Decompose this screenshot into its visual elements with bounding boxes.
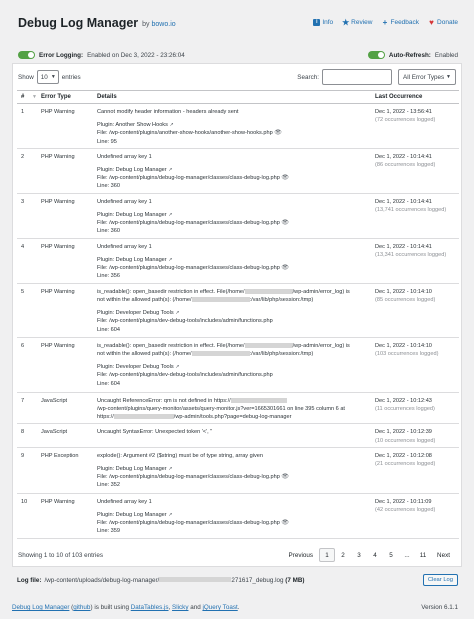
table-row <box>17 392 459 424</box>
redacted-text <box>159 577 231 582</box>
eye-icon[interactable]: 👁 <box>281 220 290 227</box>
pagination-page-2[interactable]: 2 <box>341 551 345 559</box>
pagination-page-5[interactable]: 5 <box>389 551 393 559</box>
file-path: File: /wp-content/plugins/debug-log-manager/classes/class-debug-log.php <box>97 220 280 227</box>
column-label: # <box>21 94 25 100</box>
message-part: /wp-content/plugins/query-monitor/assets/query-monitor.js?ver=1665301661 on line 395 column 6 at <box>97 406 345 413</box>
message-part: :/var/lib/php/session:/tmp) <box>249 297 314 304</box>
row-error-type: PHP Exception <box>39 447 95 493</box>
pagination-next[interactable]: Next <box>437 551 450 559</box>
message-part: is_readable(): open_basedir restriction in effect. File(/home/ <box>97 288 245 295</box>
row-number: 6 <box>17 337 39 392</box>
heart-icon: ♥ <box>429 18 434 27</box>
error-logging-toggle-group <box>18 51 185 59</box>
log-file-path-part: 271617_debug.log <box>231 576 284 584</box>
line-number: Line: 360 <box>97 228 121 235</box>
file-line <box>97 473 371 481</box>
message-part: is_readable(): open_basedir restriction in effect. File(/home/ <box>97 342 245 349</box>
plugin-line <box>97 256 371 264</box>
error-message <box>97 413 371 421</box>
file-path: File: /wp-content/plugins/dev-debug-tools/includes/admin/functions.php <box>97 372 273 379</box>
auto-refresh-toggle-group <box>368 51 458 59</box>
error-message <box>97 397 371 405</box>
eye-icon[interactable]: 👁 <box>274 130 282 137</box>
row-last-occurrence <box>373 392 459 424</box>
table-row <box>17 337 459 392</box>
occurrence-count: (86 occurrences logged) <box>375 162 436 169</box>
row-details <box>95 424 373 447</box>
search-input[interactable] <box>322 69 392 85</box>
file-path: File: /wp-content/plugins/debug-log-manager/classes/class-debug-log.php <box>97 175 280 182</box>
line-number: Line: 604 <box>97 326 121 333</box>
pagination-page-3[interactable]: 3 <box>357 551 361 559</box>
error-message <box>97 288 371 296</box>
row-last-occurrence <box>373 337 459 392</box>
row-number: 8 <box>17 424 39 447</box>
file-line <box>97 174 371 182</box>
plugin-line <box>97 166 371 174</box>
error-message: Undefined array key 1 <box>97 243 152 250</box>
occurrence-count: (103 occurrences logged) <box>375 351 439 358</box>
occurrence-date: Dec 1, 2022 - 10:14:10 <box>375 288 432 295</box>
message-part: not within the allowed path(s): (/home/ <box>97 297 192 304</box>
row-details <box>95 392 373 424</box>
log-file-label: Log file: <box>17 576 42 584</box>
external-link-icon[interactable]: ↗ <box>175 364 180 371</box>
page-length-select[interactable] <box>37 70 59 84</box>
plugin-name: Plugin: Developer Debug Tools <box>97 310 174 317</box>
column-header-number[interactable] <box>17 91 39 104</box>
auto-refresh-status: Enabled <box>434 51 458 59</box>
auto-refresh-toggle[interactable] <box>368 51 385 59</box>
occurrence-date: Dec 1, 2022 - 13:56:41 <box>375 109 432 115</box>
column-header-details[interactable] <box>95 91 373 104</box>
error-message: Undefined array key 1 <box>97 198 152 205</box>
occurrence-count: (13,741 occurrences logged) <box>375 207 447 214</box>
credits-text: Debug Log Manager (github) is built using DataTables.js, Slicky and jQuery Toast. <box>12 604 240 611</box>
occurrence-date: Dec 1, 2022 - 10:14:10 <box>375 342 432 349</box>
message-part: not within the allowed path(s): (/home/ <box>97 351 192 358</box>
github-link[interactable]: github <box>73 604 91 611</box>
jquery-toast-link[interactable]: jQuery Toast <box>202 604 238 611</box>
row-details <box>95 447 373 493</box>
occurrence-count: (21 occurrences logged) <box>375 461 436 468</box>
plugin-line <box>97 211 371 219</box>
row-number: 9 <box>17 447 39 493</box>
row-details <box>95 337 373 392</box>
line-number: Line: 604 <box>97 380 121 387</box>
auto-refresh-label: Auto-Refresh: <box>388 51 431 59</box>
page-length-value: 10 <box>40 73 48 81</box>
column-header-error-type[interactable] <box>39 91 95 104</box>
row-error-type: PHP Warning <box>39 238 95 283</box>
donate-link[interactable] <box>428 19 458 26</box>
redacted-text <box>245 289 293 294</box>
occurrence-date: Dec 1, 2022 - 10:14:41 <box>375 153 432 160</box>
table-row <box>17 238 459 283</box>
review-link[interactable] <box>342 19 372 26</box>
message-part: Uncaught ReferenceError: qm is not defined in https:// <box>97 397 231 404</box>
plus-icon: + <box>382 18 388 27</box>
row-number: 3 <box>17 193 39 238</box>
line-number: Line: 356 <box>97 273 121 280</box>
log-file-bar <box>12 571 462 589</box>
row-error-type: PHP Warning <box>39 193 95 238</box>
table-header-row <box>17 91 459 104</box>
author-link[interactable]: bowo.io <box>151 20 176 28</box>
plugin-name: Plugin: Developer Debug Tools <box>97 364 174 371</box>
occurrence-date: Dec 1, 2022 - 10:11:09 <box>375 498 432 505</box>
by-text: by <box>142 20 150 28</box>
row-last-occurrence <box>373 493 459 538</box>
row-error-type: PHP Warning <box>39 337 95 392</box>
eye-icon[interactable]: 👁 <box>281 175 290 182</box>
row-error-type: JavaScript <box>39 392 95 424</box>
column-label: Error Type <box>41 94 71 100</box>
chevron-down-icon: ▼ <box>50 74 56 80</box>
row-last-occurrence <box>373 238 459 283</box>
error-type-filter-value: All Error Types <box>403 73 445 81</box>
datatables-link[interactable]: DataTables.js <box>130 604 169 611</box>
line-number: Line: 95 <box>97 138 117 145</box>
chevron-down-icon: ▼ <box>446 74 451 80</box>
error-message: Cannot modify header information - headers already sent <box>97 109 239 115</box>
message-part: /wp-admin/error_log) is <box>292 288 350 295</box>
row-number: 4 <box>17 238 39 283</box>
plugin-line <box>97 363 371 371</box>
row-last-occurrence <box>373 447 459 493</box>
file-path: File: /wp-content/plugins/debug-log-manager/classes/class-debug-log.php <box>97 520 280 527</box>
external-link-icon[interactable]: ↗ <box>168 167 173 174</box>
file-path: File: /wp-content/plugins/dev-debug-tools/includes/admin/functions.php <box>97 318 273 325</box>
info-link[interactable] <box>313 19 333 26</box>
row-error-type: JavaScript <box>39 424 95 447</box>
table-row <box>17 493 459 538</box>
error-logging-status: Enabled on Dec 3, 2022 - 23:26:04 <box>87 51 185 59</box>
row-number: 10 <box>17 493 39 538</box>
page-header <box>0 0 474 46</box>
file-line <box>97 219 371 227</box>
message-part: /wp-admin/error_log) is <box>292 342 350 349</box>
row-error-type: PHP Warning <box>39 493 95 538</box>
row-number: 1 <box>17 104 39 149</box>
occurrence-count: (10 occurrences logged) <box>375 437 436 444</box>
search-area <box>297 69 456 85</box>
plugin-name: Plugin: Another Show Hooks <box>97 122 168 129</box>
line-number: Line: 352 <box>97 482 121 489</box>
pagination-page-4[interactable]: 4 <box>373 551 377 559</box>
occurrence-count: (11 occurrences logged) <box>375 406 435 413</box>
log-file-size: (7 MB) <box>285 576 305 584</box>
column-label: Details <box>97 94 117 100</box>
external-link-icon[interactable]: ↗ <box>168 257 173 264</box>
redacted-text <box>192 351 250 356</box>
error-message <box>97 296 371 304</box>
clear-log-button[interactable]: Clear Log <box>423 574 458 586</box>
plugin-name: Plugin: Debug Log Manager <box>97 212 167 219</box>
feedback-link-label: Feedback <box>390 19 420 26</box>
file-path: File: /wp-content/plugins/debug-log-manager/classes/class-debug-log.php <box>97 474 280 481</box>
slicky-link[interactable]: Slicky <box>172 604 189 611</box>
header-links <box>313 19 458 26</box>
error-message: Uncaught SyntaxError: Unexpected token '<', " <box>97 429 213 436</box>
plugin-line <box>97 511 371 519</box>
error-type-filter[interactable] <box>398 69 456 85</box>
row-error-type: PHP Warning <box>39 148 95 193</box>
pagination <box>283 548 456 562</box>
error-message <box>97 350 371 358</box>
built-with-text: is built using <box>94 604 129 611</box>
file-line <box>97 519 371 527</box>
message-part: https:// <box>97 414 114 421</box>
and-text: and <box>190 604 201 611</box>
external-link-icon[interactable]: ↗ <box>168 466 173 473</box>
page-title: Debug Log Manager <box>18 16 139 30</box>
row-details <box>95 493 373 538</box>
eye-icon[interactable]: 👁 <box>281 474 290 481</box>
occurrence-date: Dec 1, 2022 - 10:12:43 <box>375 397 432 404</box>
info-icon: i <box>313 19 320 26</box>
table-row <box>17 104 459 149</box>
table-footer <box>18 548 456 562</box>
plugin-line <box>97 465 371 473</box>
redacted-text <box>192 297 250 302</box>
table-row <box>17 447 459 493</box>
occurrence-count: (13,341 occurrences logged) <box>375 252 447 259</box>
entries-info: Showing 1 to 10 of 103 entries <box>18 551 104 559</box>
table-controls <box>18 67 456 87</box>
row-last-occurrence <box>373 283 459 337</box>
pagination-page-1[interactable]: 1 <box>319 548 335 562</box>
table-row <box>17 424 459 447</box>
column-header-last-occurrence[interactable] <box>373 91 459 104</box>
table-row <box>17 148 459 193</box>
donate-link-label: Donate <box>437 19 458 26</box>
eye-icon[interactable]: 👁 <box>281 520 290 527</box>
redacted-text <box>231 398 287 403</box>
version-text: Version 6.1.1 <box>421 604 458 611</box>
plugin-name: Plugin: Debug Log Manager <box>97 466 167 473</box>
plugin-line <box>97 309 371 317</box>
log-file-path-part: /wp-content/uploads/debug-log-manager/ <box>44 576 160 584</box>
log-file-path <box>44 577 307 584</box>
row-last-occurrence <box>373 193 459 238</box>
star-icon: ★ <box>342 18 350 27</box>
table-row <box>17 283 459 337</box>
error-logging-toggle[interactable] <box>18 51 35 59</box>
plugin-line <box>97 121 371 129</box>
info-link-label: Info <box>322 19 334 26</box>
row-details <box>95 238 373 283</box>
occurrence-date: Dec 1, 2022 - 10:12:39 <box>375 429 432 436</box>
row-number: 7 <box>17 392 39 424</box>
file-line <box>97 129 371 137</box>
external-link-icon[interactable]: ↗ <box>169 122 174 129</box>
row-error-type: PHP Warning <box>39 104 95 149</box>
eye-icon[interactable]: 👁 <box>281 265 290 272</box>
row-details <box>95 283 373 337</box>
occurrence-count: (85 occurrences logged) <box>375 297 436 304</box>
pagination-previous[interactable]: Previous <box>288 551 314 559</box>
row-last-occurrence <box>373 148 459 193</box>
row-details <box>95 193 373 238</box>
error-message: Undefined array key 1 <box>97 498 152 505</box>
file-line <box>97 264 371 272</box>
column-label: Last Occurrence <box>375 94 423 100</box>
entries-label: entries <box>61 73 81 81</box>
plugin-name: Plugin: Debug Log Manager <box>97 257 167 264</box>
file-path: File: /wp-content/plugins/debug-log-manager/classes/class-debug-log.php <box>97 265 280 272</box>
search-label: Search: <box>297 73 319 81</box>
row-number: 2 <box>17 148 39 193</box>
line-number: Line: 359 <box>97 528 121 535</box>
row-details <box>95 104 373 149</box>
credits-footer <box>12 604 458 611</box>
feedback-link[interactable] <box>381 19 419 26</box>
occurrence-count: (42 occurrences logged) <box>375 507 436 514</box>
redacted-text <box>114 414 174 419</box>
message-part: :/var/lib/php/session:/tmp) <box>249 351 314 358</box>
occurrence-date: Dec 1, 2022 - 10:12:08 <box>375 452 432 459</box>
plugin-link[interactable]: Debug Log Manager <box>12 604 70 611</box>
show-label: Show <box>18 73 34 81</box>
external-link-icon[interactable]: ↗ <box>168 512 173 519</box>
author-credit <box>142 21 176 28</box>
row-last-occurrence <box>373 424 459 447</box>
redacted-text <box>245 343 293 348</box>
external-link-icon[interactable]: ↗ <box>168 212 173 219</box>
pagination-page-11[interactable]: 11 <box>419 551 427 559</box>
row-details <box>95 148 373 193</box>
toggle-bar <box>18 50 458 60</box>
line-number: Line: 360 <box>97 183 121 190</box>
pagination-ellipsis: ... <box>404 551 410 559</box>
external-link-icon[interactable]: ↗ <box>175 310 180 317</box>
log-table <box>17 90 459 539</box>
row-number: 5 <box>17 283 39 337</box>
plugin-name: Plugin: Debug Log Manager <box>97 167 167 174</box>
row-last-occurrence <box>373 104 459 149</box>
message-part: /wp-admin/tools.php?page=debug-log-manager <box>173 414 292 421</box>
error-message: explode(): Argument #2 ($string) must be of type string, array given <box>97 452 264 459</box>
sort-icon: ▼ <box>32 94 37 100</box>
occurrence-date: Dec 1, 2022 - 10:14:41 <box>375 198 432 205</box>
occurrence-count: (72 occurrences logged) <box>375 117 436 124</box>
row-error-type: PHP Warning <box>39 283 95 337</box>
error-message <box>97 342 371 350</box>
plugin-name: Plugin: Debug Log Manager <box>97 512 167 519</box>
review-link-label: Review <box>351 19 373 26</box>
table-row <box>17 193 459 238</box>
error-message: Undefined array key 1 <box>97 153 152 160</box>
error-logging-label: Error Logging: <box>39 51 84 59</box>
occurrence-date: Dec 1, 2022 - 10:14:41 <box>375 243 432 250</box>
log-panel <box>12 63 462 567</box>
file-path: File: /wp-content/plugins/another-show-hooks/another-show-hooks.php <box>97 130 273 137</box>
